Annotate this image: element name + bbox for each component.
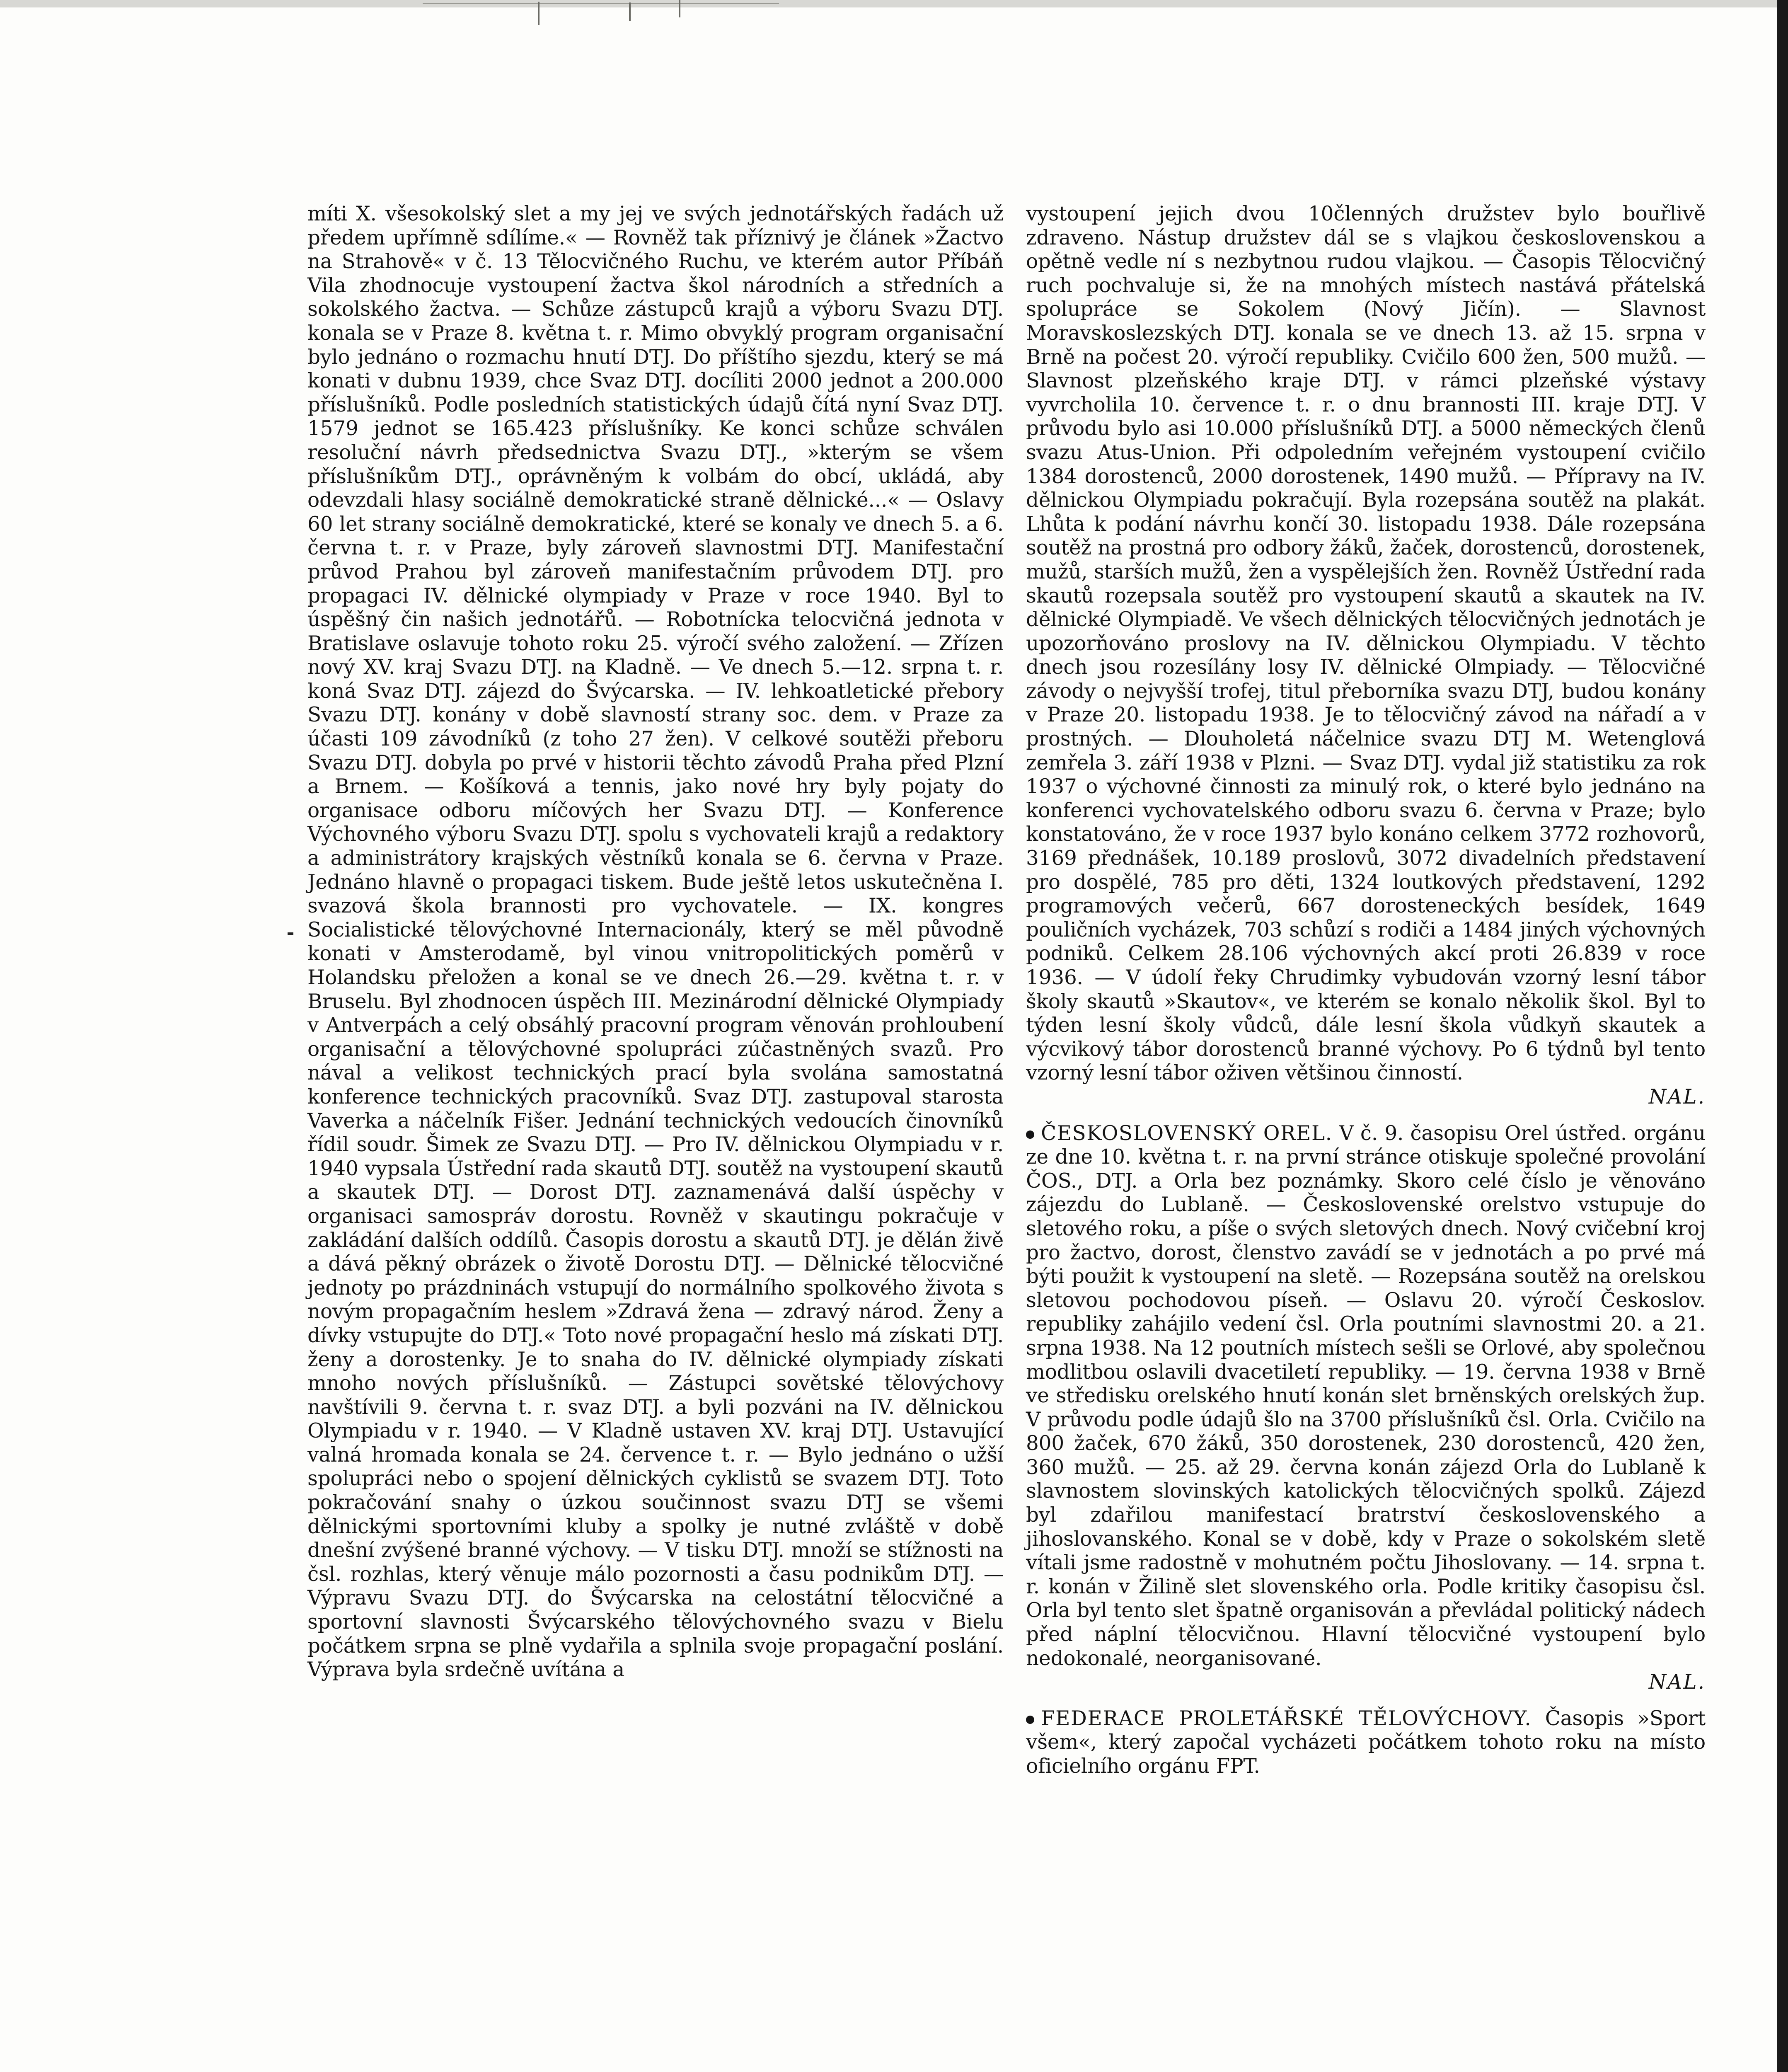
- margin-mark: [288, 932, 293, 935]
- author-signature: NAL.: [1648, 1670, 1706, 1694]
- section-heading-orel: ČESKOSLOVENSKÝ OREL.: [1041, 1121, 1333, 1145]
- article-fpt-text: Časopis »Sport všem«, který započal vycházeti počátkem tohoto roku na místo oficielního orgánu FPT.: [1026, 1706, 1706, 1778]
- article-dtj-text: vystoupení jejich dvou 10členných družstev bylo bouřlivě zdraveno. Nástup družstev dál se s vlajkou československou a opětně vedle ní s nezbytnou rudou vlajkou. — Časopis Tělocvičný ruch pochvaluje si, že na mnohých místech nastává přátelská spolupráce se Sokolem (Nový Jičín). — Slavnost Moravskoslezských DTJ. konala se ve dnech 13. až 15. srpna v Brně na počest 20. výročí republiky. Cvičilo 600 žen, 500 mužů. — Slavnost plzeňského kraje DTJ. v rámci plzeňské výstavy vyvrcholila 10. července t. r. o dnu brannosti III. kraje DTJ. V průvodu bylo asi 10.000 příslušníků DTJ. a 5000 německých členů svazu Atus-Union. Při odpoledním veřejném vystoupení cvičilo 1384 dorostenců, 2000 dorostenek, 1490 mužů. — Přípravy na IV. dělnickou Olympiadu pokračují. Byla rozepsána soutěž na plakát. Lhůta k podání návrhu končí 30. listopadu 1938. Dále rozepsána soutěž na prostná pro odbory žáků, žaček, dorostenců, dorostenek, mužů, starších mužů, žen a vyspělejších žen. Rovněž Ústřední rada skautů rozepsala soutěž pro vystoupení skautů a skautek na IV. dělnické Olympiadě. Ve všech dělnických tělocvičných jednotách je upozorňováno proslovy na IV. dělnickou Olympiadu. V těchto dnech jsou rozesílány losy IV. dělnické Olmpiady. — Tělocvičné závody o nejvyšší trofej, titul přeborníka svazu DTJ, budou konány v Praze 20. listopadu 1938. Je to tělocvičný závod na nářadí a v prostných. — Dlouholetá náčelnice svazu DTJ M. Wetenglová zemřela 3. září 1938 v Plzni. — Svaz DTJ. vydal již statistiku za rok 1937 o výchovné činnosti za minulý rok, o které bylo jednáno na konferenci vychovatelského odboru svazu 6. června v Praze; bylo konstatováno, že v roce 1937 bylo konáno celkem 3772 rozhovorů, 3169 přednášek, 10.189 proslovů, 3072 divadelních představení pro dospělé, 785 pro děti, 1324 loutkových představení, 1292 programových večerů, 667 dorosteneckých besídek, 1649 pouličních vycházek, 703 schůzí s rodiči a 1484 jiných výchovných podniků. Celkem 28.106 výchovných akcí proti 26.839 v roce 1936. — V údolí řeky Chrudimky vybudován vzorný lesní tábor školy skautů »Skautov«, ve kterém se konalo několik škol. Byl to týden lesní školy vůdců, dále lesní škola vůdkyň skautek a výcvikový tábor dorostenců branné výchovy. Po 6 týdnů byl tento vzorný lesní tábor oživen většinou činností.: [1026, 202, 1706, 1085]
- bullet-icon: [1026, 1130, 1034, 1139]
- scan-edge-top: [0, 0, 1788, 7]
- article-dtj-continued: [1026, 202, 1706, 1109]
- article-orel: [1026, 1122, 1706, 1694]
- scan-edge-right: [1777, 0, 1788, 2072]
- left-column-text: míti X. všesokolský slet a my jej ve svých jednotářských řadách už předem upřímně sdílíme.« — Rovněž tak příznivý je článek »Žactvo na Strahově« v č. 13 Tělocvičného Ruchu, ve kterém autor Příbáň Vila zhodnocuje vystoupení žactva škol národních a středních a sokolského žactva. — Schůze zástupců krajů a výboru Svazu DTJ. konala se v Praze 8. května t. r. Mimo obvyklý program organisační bylo jednáno o rozmachu hnutí DTJ. Do příštího sjezdu, který se má konati v dubnu 1939, chce Svaz DTJ. docíliti 2000 jednot a 200.000 příslušníků. Podle posledních statistických údajů čítá nyní Svaz DTJ. 1579 jednot se 165.423 příslušníky. Ke konci schůze schválen resoluční návrh předsednictva Svazu DTJ., »kterým se všem příslušníkům DTJ., oprávněným k volbám do obcí, ukládá, aby odevzdali hlasy sociálně demokratické straně dělnické...« — Oslavy 60 let strany sociálně demokratické, které se konaly ve dnech 5. a 6. června t. r. v Praze, byly zároveň slavnostmi DTJ. Manifestační průvod Prahou byl zároveň manifestačním průvodem DTJ. pro propagaci IV. dělnické olympiady v Praze v roce 1940. Byl to úspěšný čin našich jednotářů. — Robotnícka telocvičná jednota v Bratislave oslavuje tohoto roku 25. výročí svého založení. — Zřízen nový XV. kraj Svazu DTJ. na Kladně. — Ve dnech 5.—12. srpna t. r. koná Svaz DTJ. zájezd do Švýcarska. — IV. lehkoatletické přebory Svazu DTJ. konány v době slavností strany soc. dem. v Praze za účasti 109 závodníků (z toho 27 žen). V celkové soutěži přeboru Svazu DTJ. dobyla po prvé v historii těchto závodů Praha před Plzní a Brnem. — Košíková a tennis, jako nové hry byly pojaty do organisace odboru míčových her Svazu DTJ. — Konference Výchovného výboru Svazu DTJ. spolu s vychovateli krajů a redaktory a administrátory krajských věstníků konala se 6. června v Praze. Jednáno hlavně o propagaci tiskem. Bude ještě letos uskutečněna I. svazová škola brannosti pro vychovatele. — IX. kongres Socialistické tělovýchovné Internacionály, který se měl původně konati v Amsterodamě, byl vinou vnitropolitických poměrů v Holandsku přeložen a konal se ve dnech 26.—29. května t. r. v Bruselu. Byl zhodnocen úspěch III. Mezinárodní dělnické Olympiady v Antverpách a celý obsáhlý pracovní program věnován prohloubení organisační a tělovýchovné spolupráci zúčastněných svazů. Pro nával a velikost technických prací byla svolána samostatná konference technických pracovníků. Svaz DTJ. zastupoval starosta Vaverka a náčelník Fišer. Jednání technických vedoucích činovníků řídil soudr. Šimek ze Svazu DTJ. — Pro IV. dělnickou Olympiadu v r. 1940 vypsala Ústřední rada skautů DTJ. soutěž na vystoupení skautů a skautek DTJ. — Dorost DTJ. zaznamenává další úspěchy v organisaci samospráv dorostu. Rovněž v skautingu pokračuje v zakládání dalších oddílů. Časopis dorostu a skautů DTJ. je dělán živě a dává pěkný obrázek o životě Dorostu DTJ. — Dělnické tělocvičné jednoty po prázdninách vstupují do normálního spolkového života s novým propagačním heslem »Zdravá žena — zdravý národ. Ženy a dívky vstupujte do DTJ.« Toto nové propagační heslo má získati DTJ. ženy a dorostenky. Je to snaha do IV. dělnické olympiady získati mnoho nových příslušníků. — Zástupci sovětské tělovýchovy navštívili 9. června t. r. svaz DTJ. a byli pozváni na IV. dělnickou Olympiadu v r. 1940. — V Kladně ustaven XV. kraj DTJ. Ustavující valná hromada konala se 24. července t. r. — Bylo jednáno o užší spolupráci nebo o spojení dělnických cyklistů se svazem DTJ. Toto pokračování snahy o úzkou součinnost svazu DTJ se všemi dělnickými sportovními kluby a spolky je nutné zvláště v době dnešní zvýšené branné výchovy. — V tisku DTJ. množí se stížnosti na čsl. rozhlas, který věnuje málo pozornosti a času podnikům DTJ. — Výpravu Svazu DTJ. do Švýcarska na celostátní tělocvičné a sportovní slavnosti Švýcarského tělovýchovného svazu v Bielu počátkem srpna se plně vydařila a splnila svoje propagační poslání. Výprava byla srdečně uvítána a: [307, 202, 1004, 1682]
- bullet-icon: [1026, 1716, 1034, 1724]
- author-signature: NAL.: [1648, 1085, 1706, 1109]
- left-column: [307, 202, 1004, 1682]
- article-orel-text: V č. 9. časopisu Orel ústřed. orgánu ze dne 10. května t. r. na první stránce otiskuje společné provolání ČOS., DTJ. a Orla bez poznámky. Skoro celé číslo je věnováno zájezdu do Lublaně. — Československé orelstvo vstupuje do sletového roku, a píše o svých sletových dnech. Nový cvičební kroj pro žactvo, dorost, členstvo zavádí se v jednotách a po prvé má býti použit k vystoupení na sletě. — Rozepsána soutěž na orelskou sletovou pochodovou píseň. — Oslavu 20. výročí Českoslov. republiky zahájilo vedení čsl. Orla poutními slavnostmi 20. a 21. srpna 1938. Na 12 poutních místech sešli se Orlové, aby společnou modlitbou oslavili dvacetiletí republiky. — 19. června 1938 v Brně ve středisku orelského hnutí konán slet brněnských orelských žup. V průvodu podle údajů šlo na 3700 příslušníků čsl. Orla. Cvičilo na 800 žaček, 670 žáků, 350 dorostenek, 230 dorostenců, 420 žen, 360 mužů. — 25. až 29. června konán zájezd Orla do Lublaně k slavnostem slovinských katolických tělocvičných spolků. Zájezd byl zdařilou manifestací bratrství československého a jihoslovanského. Konal se v době, kdy v Praze o sokolském sletě vítali jsme radostně v mohutném počtu Jihoslovany. — 14. srpna t. r. konán v Žilině slet slovenského orla. Podle kritiky časopisu čsl. Orla byl tento slet špatně organisován a převládal politický nádech před náplní tělocvičnou. Hlavní tělocvičné vystoupení bylo nedokonalé, neorganisované.: [1026, 1121, 1706, 1670]
- right-column: [1026, 202, 1706, 1779]
- article-fpt: [1026, 1707, 1706, 1779]
- section-heading-fpt: FEDERACE PROLETÁŘSKÉ TĚLOVÝCHOVY.: [1041, 1706, 1532, 1730]
- scan-artifact: [414, 0, 787, 29]
